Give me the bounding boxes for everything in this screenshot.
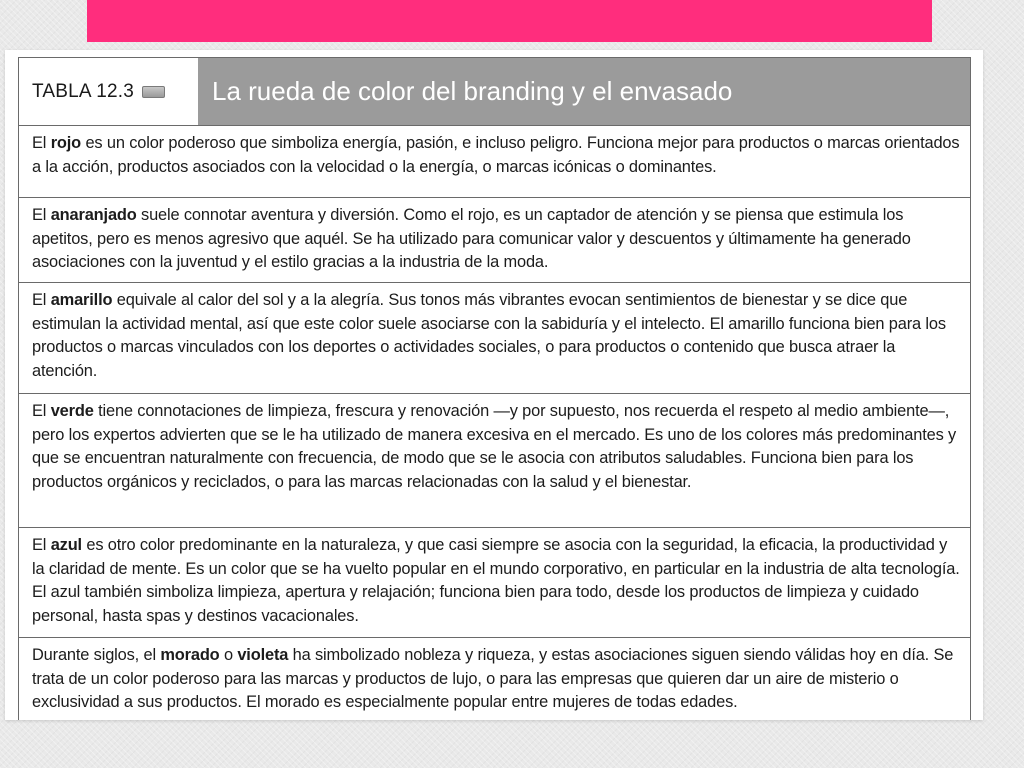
row-text: es un color poderoso que simboliza energía, pasión, e incluso peligro. Funciona mejor para productos o marcas orientados a la acción, productos asociados con la velocidad o la energía, o marcas icónicas o dominantes. — [32, 134, 960, 176]
table-label-cell — [19, 58, 198, 125]
table-row-morado — [19, 638, 970, 720]
row-text: El — [32, 206, 51, 224]
row-text: tiene connotaciones de limpieza, frescura y renovación —y por supuesto, nos recuerda el respeto al medio ambiente—, pero los expertos advierten que se le ha utilizado de manera excesiva en el mercado. Es uno de los colores más predominantes y que se encuentran naturalmente con frecuencia, de modo que se le asocia con atributos saludables. Funciona bien para los productos orgánicos y reciclados, o para las marcas relacionadas con la salud y el bienestar. — [32, 402, 957, 491]
color-name: amarillo — [50, 291, 113, 309]
table-row-amarillo — [19, 283, 970, 394]
row-text: o — [219, 646, 238, 664]
color-wheel-table — [18, 57, 971, 720]
table-title: La rueda de color del branding y el envasado — [212, 76, 733, 106]
table-header — [19, 58, 970, 126]
row-text: ha simbolizado nobleza y riqueza, y estas asociaciones siguen siendo válidas hoy en día. Se trata de un color poderoso para las marcas y productos de lujo, o para las empresas que quieren dar un aire de misterio o exclusividad a sus productos. El morado es especialmente popular entre mujeres de todas edades. — [32, 646, 954, 712]
table-number-label: TABLA 12.3 — [32, 80, 134, 102]
color-name: azul — [50, 536, 82, 554]
table-title-cell — [198, 58, 970, 125]
color-name: anaranjado — [50, 206, 137, 224]
slide-content — [5, 50, 983, 720]
row-text: El — [32, 291, 51, 309]
color-name: verde — [50, 402, 94, 420]
row-text: Durante siglos, el — [32, 646, 161, 664]
tab-icon — [142, 86, 165, 98]
row-text: El — [32, 402, 51, 420]
table-row-anaranjado — [19, 198, 970, 283]
color-name: rojo — [50, 134, 82, 152]
color-name: morado — [160, 646, 220, 664]
row-text: El — [32, 134, 51, 152]
row-text: El — [32, 536, 51, 554]
row-text: es otro color predominante en la naturaleza, y que casi siempre se asocia con la seguridad, la eficacia, la productividad y la claridad de mente. Es un color que se ha vuelto popular en el mundo corporativo, en particular en la industria de alta tecnología. El azul también simboliza limpieza, apertura y relajación; funciona bien para todo, desde los productos de limpieza y cuidado personal, hasta spas y destinos vacacionales. — [32, 536, 960, 625]
row-text: equivale al calor del sol y a la alegría. Sus tonos más vibrantes evocan sentimientos de bienestar y se dice que estimulan la actividad mental, así que este color suele asociarse con la sabiduría y el intelecto. El amarillo funciona bien para los productos o marcas vinculados con los deportes o actividades sociales, o para productos o contenido que busca atraer la atención. — [32, 291, 946, 380]
table-row-rojo — [19, 126, 970, 198]
table-row-azul — [19, 528, 970, 638]
color-name: violeta — [237, 646, 289, 664]
row-text: suele connotar aventura y diversión. Como el rojo, es un captador de atención y se piensa que estimula los apetitos, pero es menos agresivo que aquél. Se ha utilizado para comunicar valor y descuentos y últimamente ha generado asociaciones con la juventud y el estilo gracias a la industria de la moda. — [32, 206, 911, 272]
accent-banner — [87, 0, 932, 42]
table-row-verde — [19, 394, 970, 528]
